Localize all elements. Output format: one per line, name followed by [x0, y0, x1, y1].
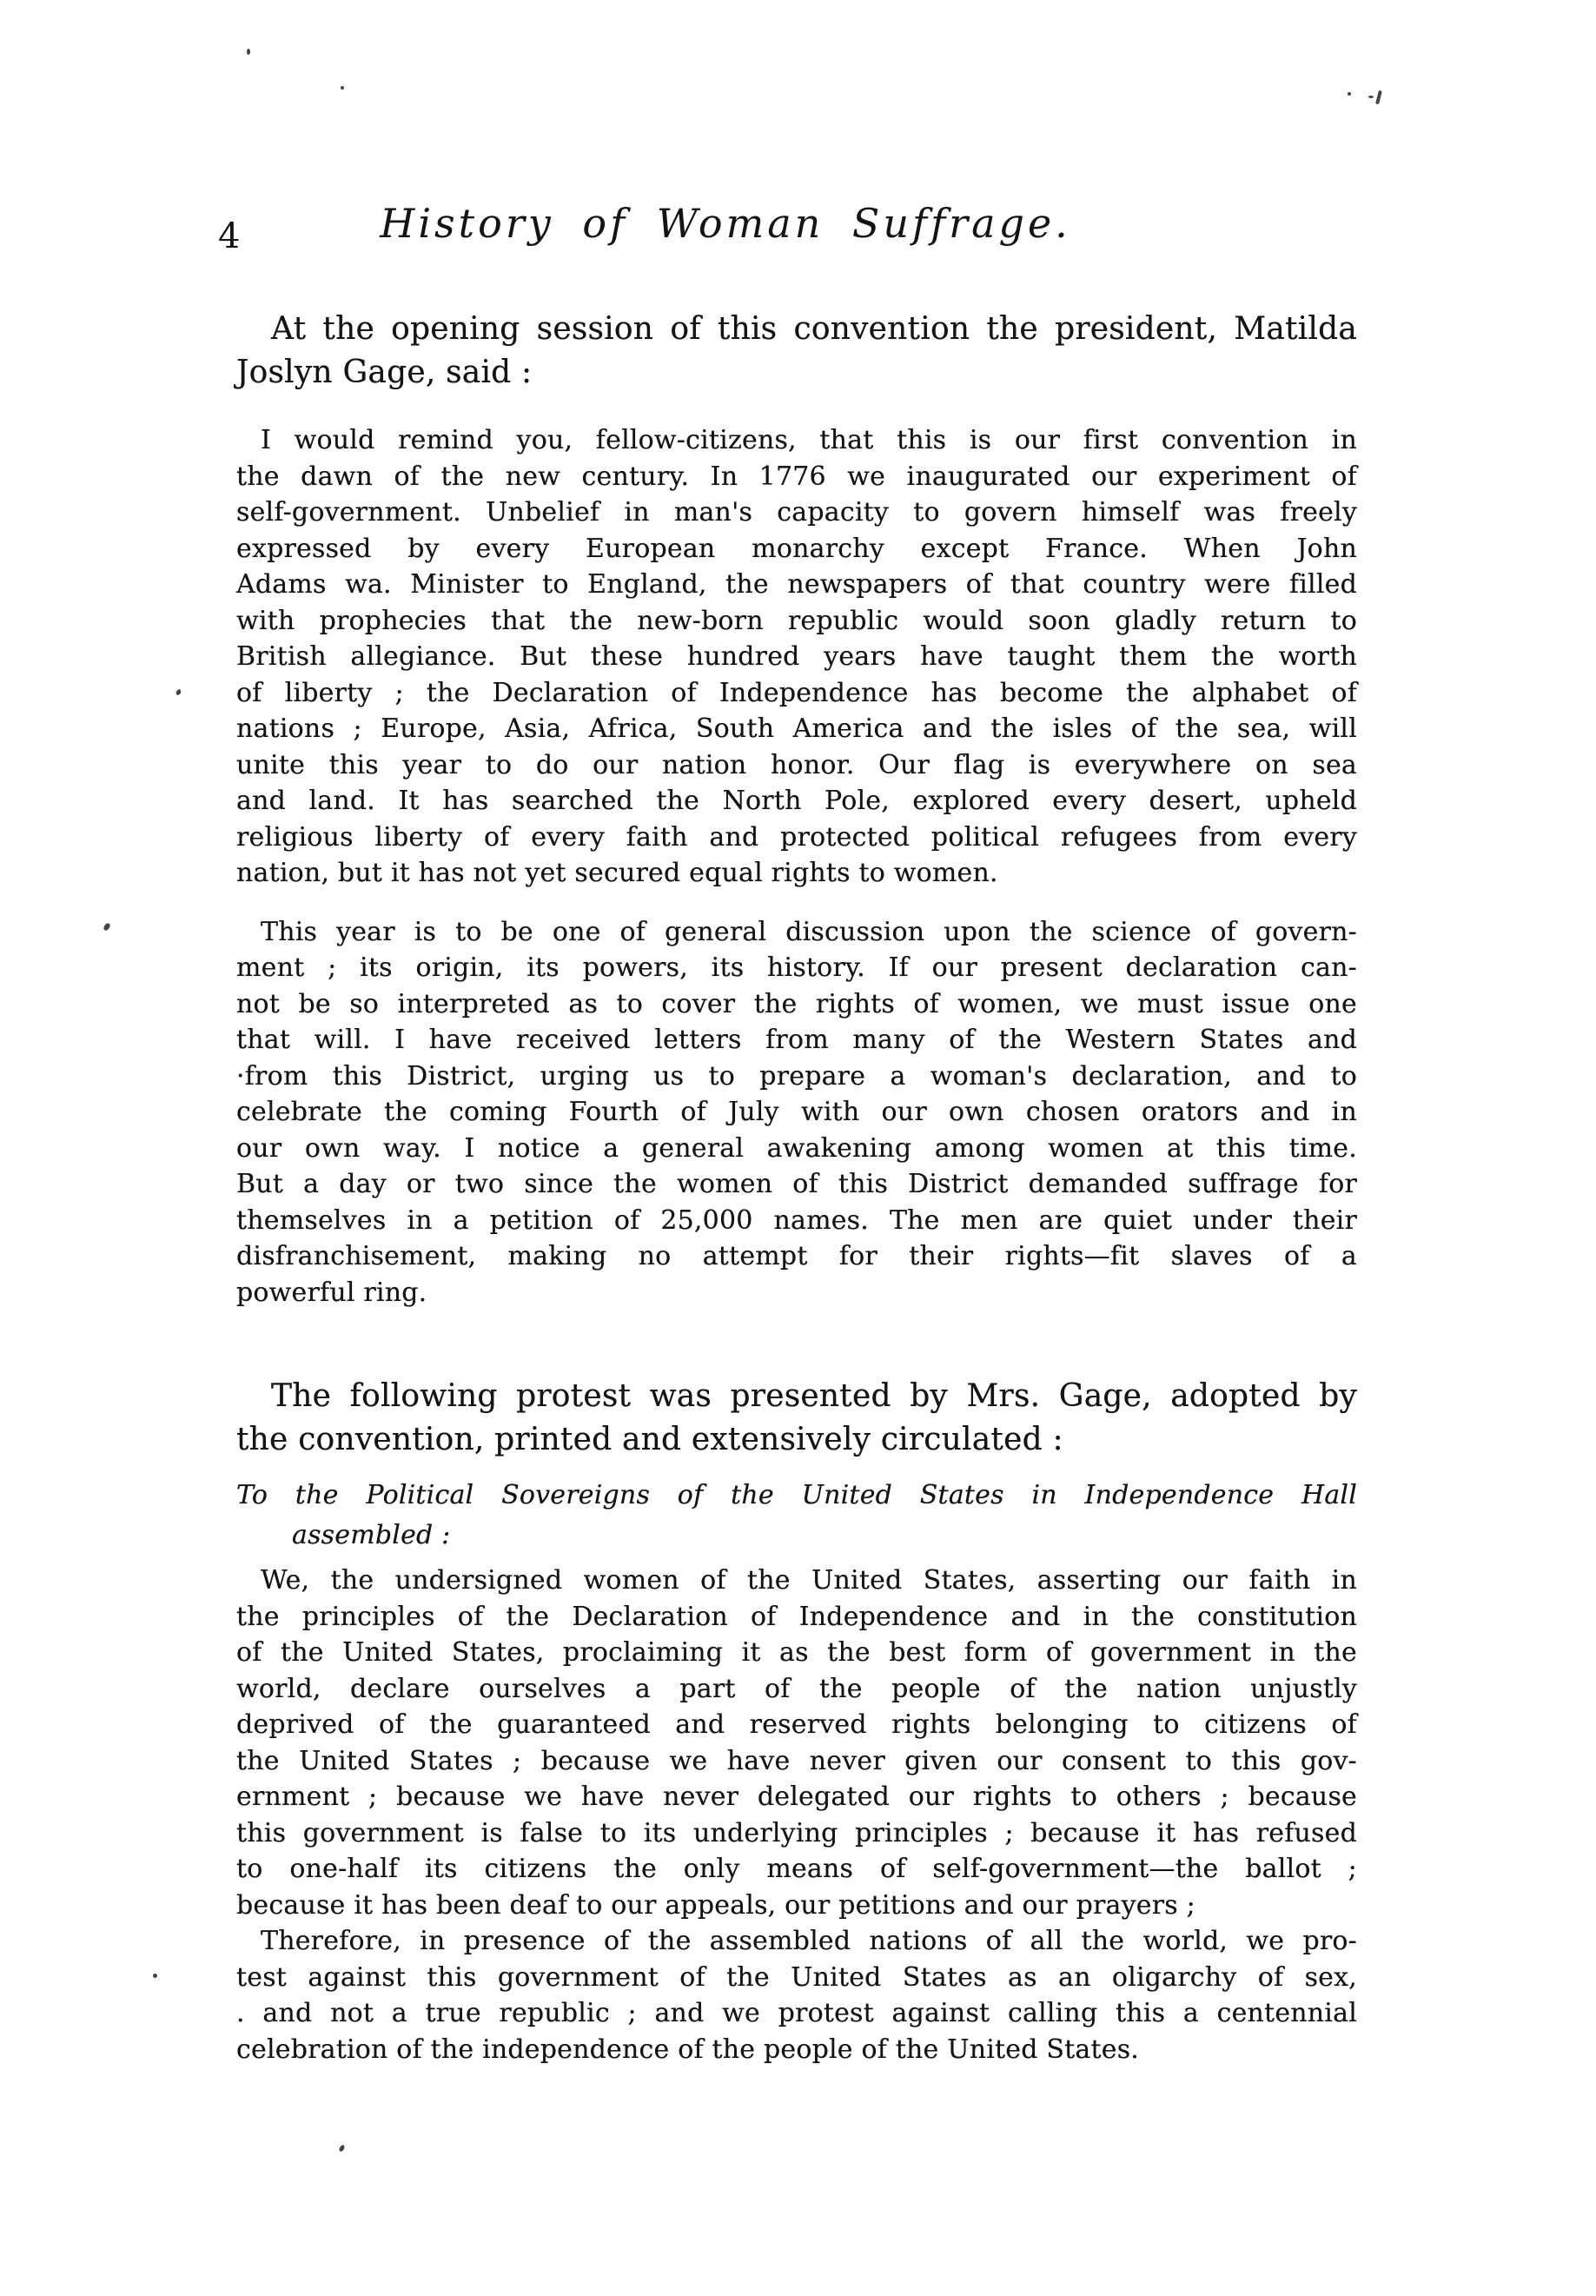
gage-speech-1	[236, 422, 1357, 892]
running-title: History of Woman Suffrage.	[380, 200, 1071, 247]
text-line: the convention, printed and extensively circulated :	[236, 1422, 1063, 1457]
text-line: disfranchisement, making no attempt for their rights—fit slaves of a	[236, 1241, 1357, 1271]
text-line: of liberty ; the Declaration of Independence has become the alphabet of	[236, 677, 1357, 708]
text-line: of the United States, proclaiming it as the best form of government in the	[236, 1637, 1357, 1668]
text-line: that will. I have received letters from many of the Western States and	[236, 1025, 1357, 1055]
text-line: nations ; Europe, Asia, Africa, South America and the isles of the sea, will	[236, 713, 1357, 744]
text-line: unite this year to do our nation honor. Our flag is everywhere on sea	[236, 749, 1357, 780]
protest-text-1	[236, 1563, 1357, 1923]
text-line: the dawn of the new century. In 1776 we inaugurated our experiment of	[236, 461, 1357, 492]
text-line: expressed by every European monarchy except France. When John	[236, 533, 1357, 564]
text-line: British allegiance. But these hundred years have taught them the worth	[236, 641, 1357, 672]
text-line: ·from this District, urging us to prepare a woman's declaration, and to	[236, 1060, 1357, 1092]
text-line: ernment ; because we have never delegated our rights to others ; because	[236, 1782, 1357, 1812]
gage-speech-2	[236, 914, 1357, 1311]
text-line: because it has been deaf to our appeals, our petitions and our prayers ;	[236, 1889, 1195, 1921]
text-line: ment ; its origin, its powers, its history. If our present declaration can-	[236, 952, 1357, 983]
intro-opening	[236, 308, 1357, 395]
text-line: celebrate the coming Fourth of July with our own chosen orators and in	[236, 1097, 1357, 1127]
text-line: celebration of the independence of the people of the United States.	[236, 2034, 1140, 2065]
text-line: Adams wa. Minister to England, the newspapers of that country were filled	[236, 569, 1357, 600]
text-line: At the opening session of this convention the president, Matilda	[271, 311, 1357, 347]
text-line: our own way. I notice a general awakening among women at this time.	[236, 1132, 1357, 1164]
text-line: with prophecies that the new-born republic would soon gladly return to	[236, 605, 1357, 636]
address-heading	[236, 1476, 1357, 1556]
text-line: themselves in a petition of 25,000 names. The men are quiet under their	[236, 1204, 1357, 1236]
text-line: deprived of the guaranteed and reserved rights belonging to citizens of	[236, 1709, 1357, 1740]
page-number: 4	[218, 216, 241, 256]
text-line: We, the undersigned women of the United States, asserting our faith in	[261, 1565, 1357, 1596]
text-line: nation, but it has not yet secured equal rights to women.	[236, 858, 998, 888]
page-body	[236, 0, 1357, 2067]
text-line: world, declare ourselves a part of the people of the nation unjustly	[236, 1673, 1357, 1704]
scan-speck	[338, 2144, 345, 2152]
scan-speck	[1348, 92, 1351, 96]
text-line: Therefore, in presence of the assembled nations of all the world, we pro-	[261, 1926, 1357, 1956]
protest-text-2	[236, 1923, 1357, 2067]
text-line: powerful ring.	[236, 1277, 427, 1308]
text-line: . and not a true republic ; and we protest against calling this a centennial	[236, 1998, 1357, 2028]
scan-speck	[153, 1974, 157, 1978]
scan-speck	[341, 86, 344, 90]
text-line: the United States ; because we have never given our consent to this gov-	[236, 1745, 1357, 1776]
text-line: This year is to be one of general discussion upon the science of govern-	[261, 916, 1357, 947]
text-line: self-government. Unbelief in man's capacity to govern himself was freely	[236, 497, 1357, 528]
protest-intro	[236, 1375, 1357, 1462]
text-line: assembled :	[292, 1520, 451, 1550]
scan-speck	[175, 688, 182, 696]
text-line: the principles of the Declaration of Independence and in the constitution	[236, 1601, 1357, 1632]
scan-speck	[1368, 96, 1374, 98]
text-line: and land. It has searched the North Pole, explored every desert, upheld	[236, 786, 1357, 816]
text-line: To the Political Sovereigns of the United States in Independence Hall	[236, 1480, 1357, 1510]
text-line: I would remind you, fellow-citizens, that this is our first convention in	[261, 425, 1357, 455]
text-line: to one-half its citizens the only means of self-government—the ballot ;	[236, 1854, 1357, 1884]
text-line: not be so interpreted as to cover the rights of women, we must issue one	[236, 988, 1357, 1019]
scan-speck	[247, 49, 250, 55]
text-line: test against this government of the United States as an oligarchy of sex,	[236, 1961, 1357, 1993]
text-line: Joslyn Gage, said :	[236, 355, 533, 390]
text-line: But a day or two since the women of this District demanded suffrage for	[236, 1169, 1357, 1199]
text-line: this government is false to its underlying principles ; because it has refused	[236, 1817, 1357, 1848]
scan-speck	[1375, 90, 1382, 104]
text-line: The following protest was presented by Mrs. Gage, adopted by	[271, 1378, 1357, 1414]
scan-speck	[103, 922, 111, 932]
text-line: religious liberty of every faith and protected political refugees from every	[236, 821, 1357, 853]
